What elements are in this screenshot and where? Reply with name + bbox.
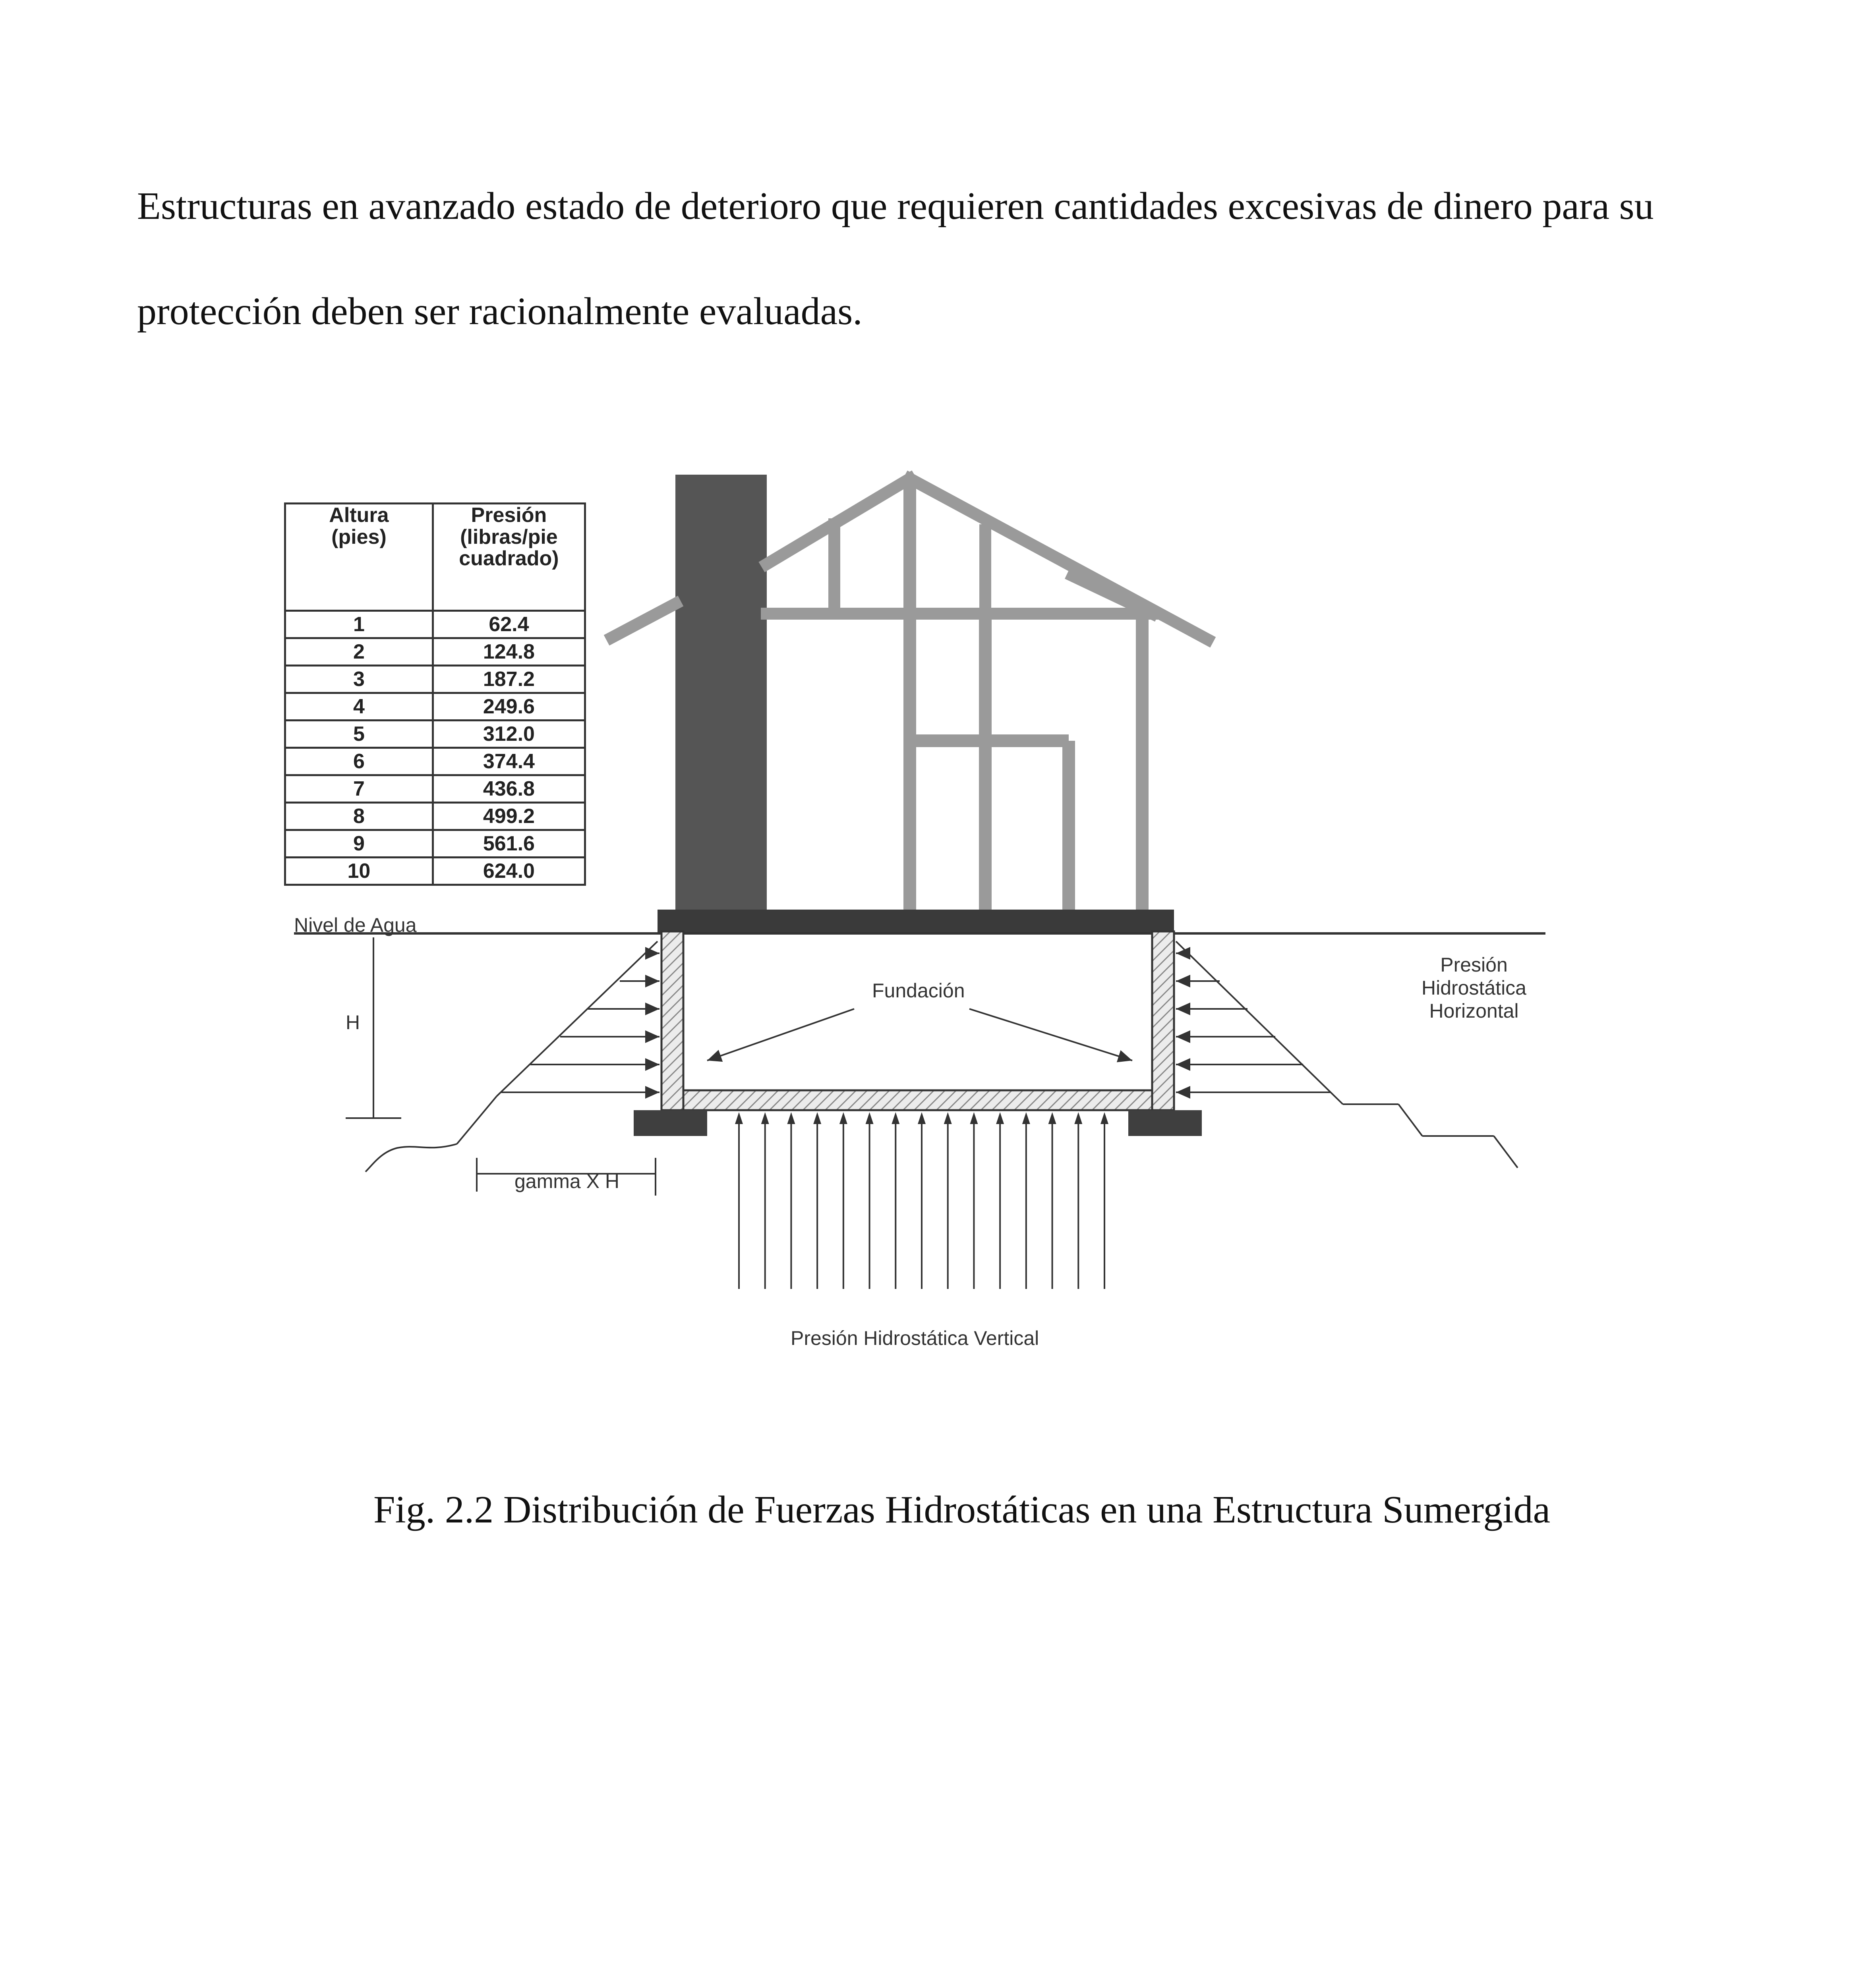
gamma-label: gamma X H [514,1170,619,1192]
vertical-pressure-arrowhead [970,1112,978,1124]
vertical-pressure-arrowhead [735,1112,743,1124]
vertical-pressure-arrowhead [918,1112,926,1124]
pressure-cell: 187.2 [433,666,585,693]
foundation-label: Fundación [872,979,965,1002]
height-cell: 6 [285,748,433,775]
height-cell: 5 [285,721,433,748]
height-cell: 2 [285,638,433,666]
vertical-pressure-arrowhead [1048,1112,1056,1124]
height-symbol-label: H [346,1011,360,1034]
figure-caption: Fig. 2.2 Distribución de Fuerzas Hidrostáticas en una Estructura Sumergida [373,1488,1551,1531]
chimney [675,475,767,918]
pressure-cell: 436.8 [433,775,585,803]
foundation-wall-left [661,931,683,1110]
vertical-pressure-arrowhead [1022,1112,1030,1124]
vertical-pressure-arrowhead [866,1112,874,1124]
table-header-pressure-line: (libras/pie [460,525,558,549]
vertical-pressure-label: Presión Hidrostática Vertical [791,1327,1039,1349]
height-cell: 1 [285,611,433,638]
vertical-pressure-arrowhead [761,1112,769,1124]
foundation-floor [683,1090,1152,1110]
vertical-pressure-arrowhead [996,1112,1004,1124]
floor-slab [658,910,1174,933]
table-header-height-line: (pies) [331,525,387,549]
horizontal-pressure-label [1406,953,1541,1022]
foundation-pointers [707,1009,1132,1061]
table-header-height-line: Altura [329,504,389,527]
footing-right [1128,1110,1202,1136]
vertical-pressure-arrowhead [1074,1112,1082,1124]
paragraph-line-1: Estructuras en avanzado estado de deterioro que requieren cantidades excesivas de dinero para su [137,185,1654,228]
foundation-wall-right [1152,931,1174,1110]
pressure-cell: 561.6 [433,830,585,858]
horizontal-pressure-line: Hidrostática [1422,977,1526,999]
horizontal-pressure-line: Presión [1440,954,1508,976]
vertical-pressure-arrowhead [892,1112,899,1124]
vertical-pressure-arrows [735,1112,1108,1289]
vertical-pressure-arrowhead [839,1112,847,1124]
wall-frame [910,485,1142,914]
pressure-cell: 374.4 [433,748,585,775]
vertical-pressure-arrowhead [944,1112,952,1124]
vertical-pressure-arrowhead [787,1112,795,1124]
vertical-pressure-arrowhead [813,1112,821,1124]
height-cell: 7 [285,775,433,803]
pressure-cell: 624.0 [433,858,585,885]
paragraph-line-2: protección deben ser racionalmente evaluadas. [137,290,863,333]
table-header-pressure-line: Presión [471,504,547,527]
height-cell: 8 [285,803,433,830]
pressure-cell: 499.2 [433,803,585,830]
height-cell: 9 [285,830,433,858]
footing-left [634,1110,707,1136]
pressure-cell: 312.0 [433,721,585,748]
height-cell: 4 [285,693,433,721]
pressure-cell: 62.4 [433,611,585,638]
pressure-cell: 249.6 [433,693,585,721]
horizontal-pressure-line: Horizontal [1429,1000,1519,1022]
table-header-pressure-line: cuadrado) [459,547,559,570]
height-cell: 10 [285,858,433,885]
water-level-label: Nivel de Agua [294,914,417,936]
vertical-pressure-arrowhead [1100,1112,1108,1124]
pressure-cell: 124.8 [433,638,585,666]
left-horizontal-pressure [366,941,660,1172]
height-cell: 3 [285,666,433,693]
